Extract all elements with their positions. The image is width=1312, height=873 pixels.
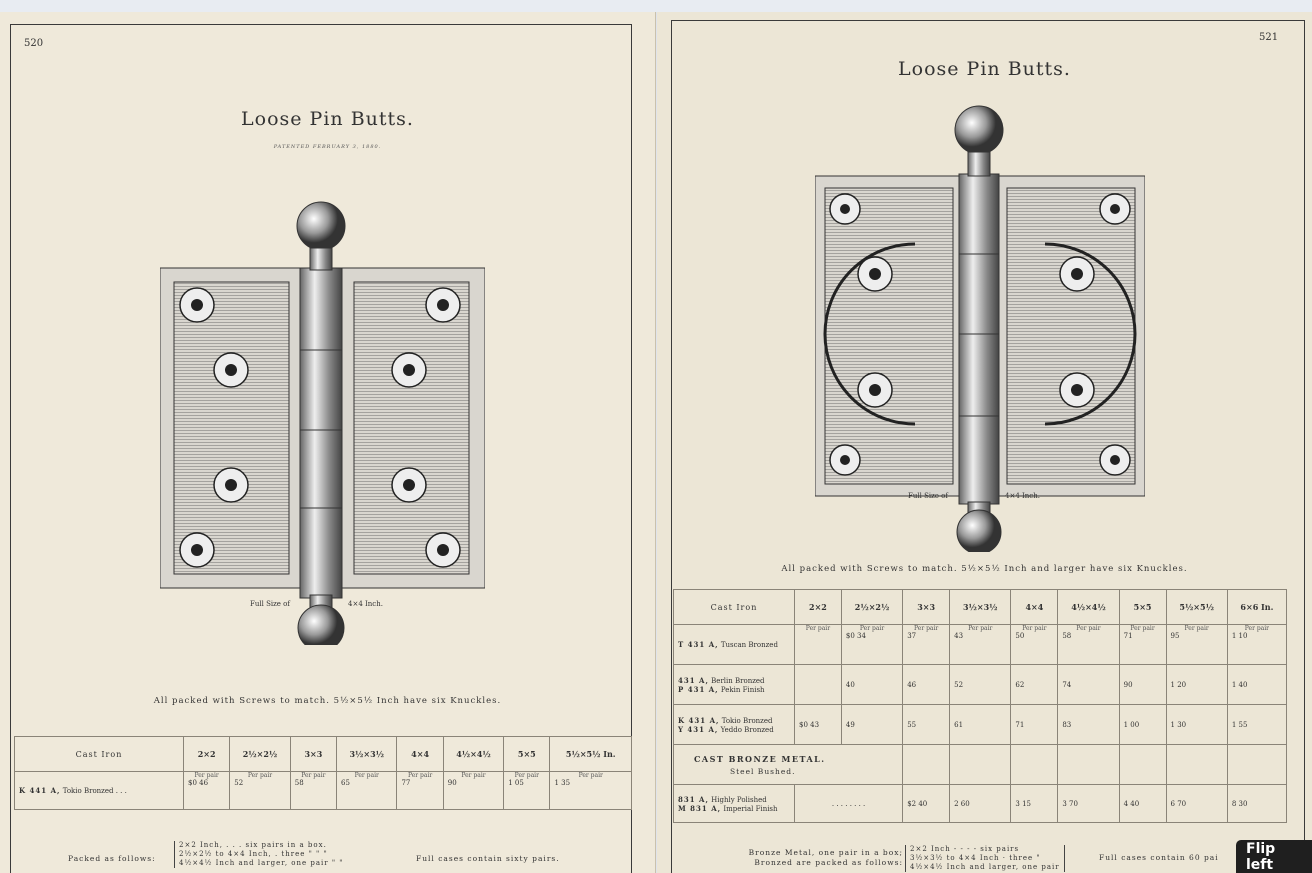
bronze-subheading: Steel Bushed. — [730, 766, 796, 776]
size-header: 6×6 In. — [1227, 590, 1286, 625]
full-cases-note: Full cases contain sixty pairs. — [416, 854, 560, 863]
size-header: 4×4 — [397, 737, 443, 772]
table-row-label: K 441 A, Tokio Bronzed . . . — [15, 772, 184, 810]
item-code: M 831 A, — [678, 803, 722, 813]
size-header: 2×2 — [184, 737, 230, 772]
per-pair-label: Per pair — [1184, 625, 1209, 632]
bronze-heading-cell — [674, 745, 903, 785]
price-value: 90 — [1123, 680, 1133, 689]
size-header: 2×2 — [795, 590, 842, 625]
price-cell — [1227, 625, 1286, 665]
item-finish: Yeddo Bronzed — [720, 725, 774, 734]
price-value: 58 — [1062, 632, 1072, 640]
per-pair-label: Per pair — [1076, 625, 1101, 632]
table-header-cast-iron: Cast Iron — [674, 590, 795, 625]
price-value: 77 — [401, 779, 411, 787]
bronze-heading: CAST BRONZE METAL. — [694, 753, 826, 764]
price-value: 52 — [954, 680, 964, 689]
price-cell: $2 40 — [903, 785, 950, 823]
price-value: 65 — [341, 779, 350, 787]
hinge-illustration — [160, 190, 485, 645]
price-cell — [841, 705, 902, 745]
price-cell — [337, 772, 397, 810]
price-cell — [1166, 625, 1227, 665]
table-row-label — [674, 785, 795, 823]
size-header: 4×4 — [1011, 590, 1058, 625]
price-value: $0 43 — [799, 720, 820, 729]
price-cell: 2 60 — [950, 785, 1011, 823]
per-pair-label: Per pair — [914, 625, 939, 632]
packed-label: Packed as follows: — [68, 854, 156, 863]
price-value: 46 — [907, 680, 917, 689]
price-value: 1 30 — [1170, 720, 1187, 729]
per-pair-label: Per pair — [578, 772, 603, 779]
item-finish: Tuscan Bronzed — [720, 641, 778, 649]
right-catalog-page — [657, 12, 1312, 873]
price-cell — [1058, 625, 1119, 665]
per-pair-label: Per pair — [968, 625, 993, 632]
size-header: 3×3 — [903, 590, 950, 625]
price-value: 1 40 — [1231, 680, 1248, 689]
price-cell — [184, 772, 230, 810]
left-catalog-page — [0, 12, 656, 873]
price-cell — [1119, 705, 1166, 745]
price-cell — [1166, 705, 1227, 745]
hinge-illustration — [815, 94, 1145, 552]
viewer-top-bar — [0, 0, 1312, 12]
price-value: 61 — [954, 720, 964, 729]
price-cell — [1011, 705, 1058, 745]
per-pair-label: Per pair — [407, 772, 433, 779]
item-finish: Highly Polished — [711, 795, 767, 804]
size-header: 3½×3½ — [950, 590, 1011, 625]
price-value: 50 — [1015, 632, 1025, 640]
per-pair-label: Per pair — [514, 772, 539, 779]
item-finish: Tokio Bronzed — [721, 716, 773, 725]
item-finish: Pekin Finish — [720, 685, 765, 694]
size-header: 3×3 — [290, 737, 336, 772]
price-value: 1 20 — [1170, 680, 1187, 689]
item-finish: Imperial Finish — [723, 804, 778, 813]
price-cell — [903, 625, 950, 665]
packing-note: All packed with Screws to match. 5½×5½ Inch have six Knuckles. — [153, 696, 502, 706]
price-value: 95 — [1170, 632, 1180, 640]
page-title: Loose Pin Butts. — [241, 108, 414, 130]
price-cell — [950, 625, 1011, 665]
price-cell: 3 15 — [1011, 785, 1058, 823]
price-value: 55 — [907, 720, 917, 729]
price-cell — [504, 772, 550, 810]
size-header: 2½×2½ — [230, 737, 290, 772]
price-cell — [230, 772, 290, 810]
size-header: 4½×4½ — [1058, 590, 1119, 625]
price-cell — [841, 625, 902, 665]
per-pair-label: Per pair — [1244, 625, 1270, 632]
price-cell — [397, 772, 443, 810]
size-header: 5×5 — [1119, 590, 1166, 625]
price-value: 52 — [234, 779, 244, 787]
item-code: P 431 A, — [678, 684, 719, 694]
price-value: 40 — [845, 680, 855, 689]
price-cell — [903, 665, 950, 705]
size-header: 5½×5½ — [1166, 590, 1227, 625]
price-cell: 6 70 — [1166, 785, 1227, 823]
price-cell — [841, 665, 902, 705]
table-row-label — [674, 665, 795, 705]
price-cell — [950, 705, 1011, 745]
per-pair-label: Per pair — [354, 772, 379, 779]
price-value: 58 — [294, 779, 304, 787]
per-pair-label: Per pair — [1022, 625, 1047, 632]
price-cell: 8 30 — [1227, 785, 1286, 823]
price-value: 1 05 — [508, 779, 524, 787]
price-value: 49 — [845, 720, 855, 729]
per-pair-label: Per pair — [1130, 625, 1155, 632]
item-finish: Berlin Bronzed — [711, 676, 765, 685]
price-cell — [1166, 665, 1227, 705]
per-pair-label: Per pair — [859, 625, 885, 632]
item-code: 431 A, — [678, 675, 709, 685]
figure-caption-left: Full Size of — [908, 492, 948, 500]
price-cell — [903, 705, 950, 745]
price-cell — [1058, 705, 1119, 745]
size-header: 4½×4½ — [443, 737, 503, 772]
item-code: K 431 A, — [678, 715, 720, 725]
item-code: Y 431 A, — [678, 724, 719, 734]
price-table — [14, 736, 632, 810]
table-header-cast-iron: Cast Iron — [15, 737, 184, 772]
patent-date: PATENTED FEBRUARY 3, 1880. — [273, 144, 382, 150]
packed-lines: 2×2 Inch - - - - six pairs 3½×3½ to 4×4 Inch · three " 4½×4½ Inch and larger, one pair — [905, 845, 1065, 872]
price-cell — [1058, 665, 1119, 705]
size-header: 5½×5½ In. — [550, 737, 632, 772]
price-cell — [550, 772, 632, 810]
price-value: 71 — [1123, 632, 1133, 640]
price-value: 37 — [907, 632, 917, 640]
price-cell — [1119, 665, 1166, 705]
price-cell — [795, 665, 842, 705]
price-value: 74 — [1062, 680, 1072, 689]
price-value: $0 46 — [188, 779, 209, 787]
price-cell: 3 70 — [1058, 785, 1119, 823]
full-cases-note: Full cases contain 60 pai — [1099, 853, 1219, 862]
per-pair-label: Per pair — [805, 625, 831, 632]
table-row-label — [674, 625, 795, 665]
table-row-label — [674, 705, 795, 745]
price-value: 62 — [1015, 680, 1025, 689]
figure-caption-right: 4×4 Inch. — [1005, 492, 1040, 500]
size-header: 3½×3½ — [337, 737, 397, 772]
price-value: 1 10 — [1231, 632, 1248, 640]
price-cell — [1011, 665, 1058, 705]
price-cell — [1227, 705, 1286, 745]
price-value: 90 — [447, 779, 457, 787]
price-value: 1 55 — [1231, 720, 1248, 729]
price-cell — [1227, 665, 1286, 705]
price-value: 71 — [1015, 720, 1025, 729]
item-code: 831 A, — [678, 794, 709, 804]
price-cell — [1119, 625, 1166, 665]
price-value: 1 35 — [554, 779, 571, 787]
price-cell — [795, 625, 842, 665]
leader-dots: . . . . . . . . — [795, 785, 903, 823]
price-value: 43 — [954, 632, 964, 640]
price-cell — [950, 665, 1011, 705]
price-cell: 4 40 — [1119, 785, 1166, 823]
price-cell — [443, 772, 503, 810]
size-header: 2½×2½ — [841, 590, 902, 625]
price-cell — [795, 705, 842, 745]
item-code: T 431 A, — [678, 640, 719, 649]
price-cell — [1011, 625, 1058, 665]
size-header: 5×5 — [504, 737, 550, 772]
page-title: Loose Pin Butts. — [898, 58, 1071, 80]
price-value: $0 34 — [845, 632, 866, 640]
packed-label: Bronze Metal, one pair in a box; Bronzed are packed as follows: — [748, 848, 903, 867]
figure-caption-right: 4×4 Inch. — [348, 600, 383, 608]
packing-note: All packed with Screws to match. 5½×5½ Inch and larger have six Knuckles. — [781, 564, 1188, 574]
per-pair-label: Per pair — [301, 772, 326, 779]
packed-lines: 2×2 Inch, . . . six pairs in a box. 2½×2½ to 4×4 Inch, . three " " " 4½×4½ Inch and larger, one pair " " — [174, 841, 344, 868]
figure-caption-left: Full Size of — [250, 600, 290, 608]
per-pair-label: Per pair — [194, 772, 219, 779]
per-pair-label: Per pair — [247, 772, 273, 779]
price-cell — [290, 772, 336, 810]
price-table — [673, 589, 1287, 823]
page-number: 521 — [1259, 32, 1279, 43]
flip-left-button[interactable]: Flip left — [1236, 840, 1312, 873]
page-number: 520 — [24, 38, 44, 49]
price-value: 83 — [1062, 720, 1072, 729]
price-value: 1 00 — [1123, 720, 1140, 729]
per-pair-label: Per pair — [461, 772, 486, 779]
